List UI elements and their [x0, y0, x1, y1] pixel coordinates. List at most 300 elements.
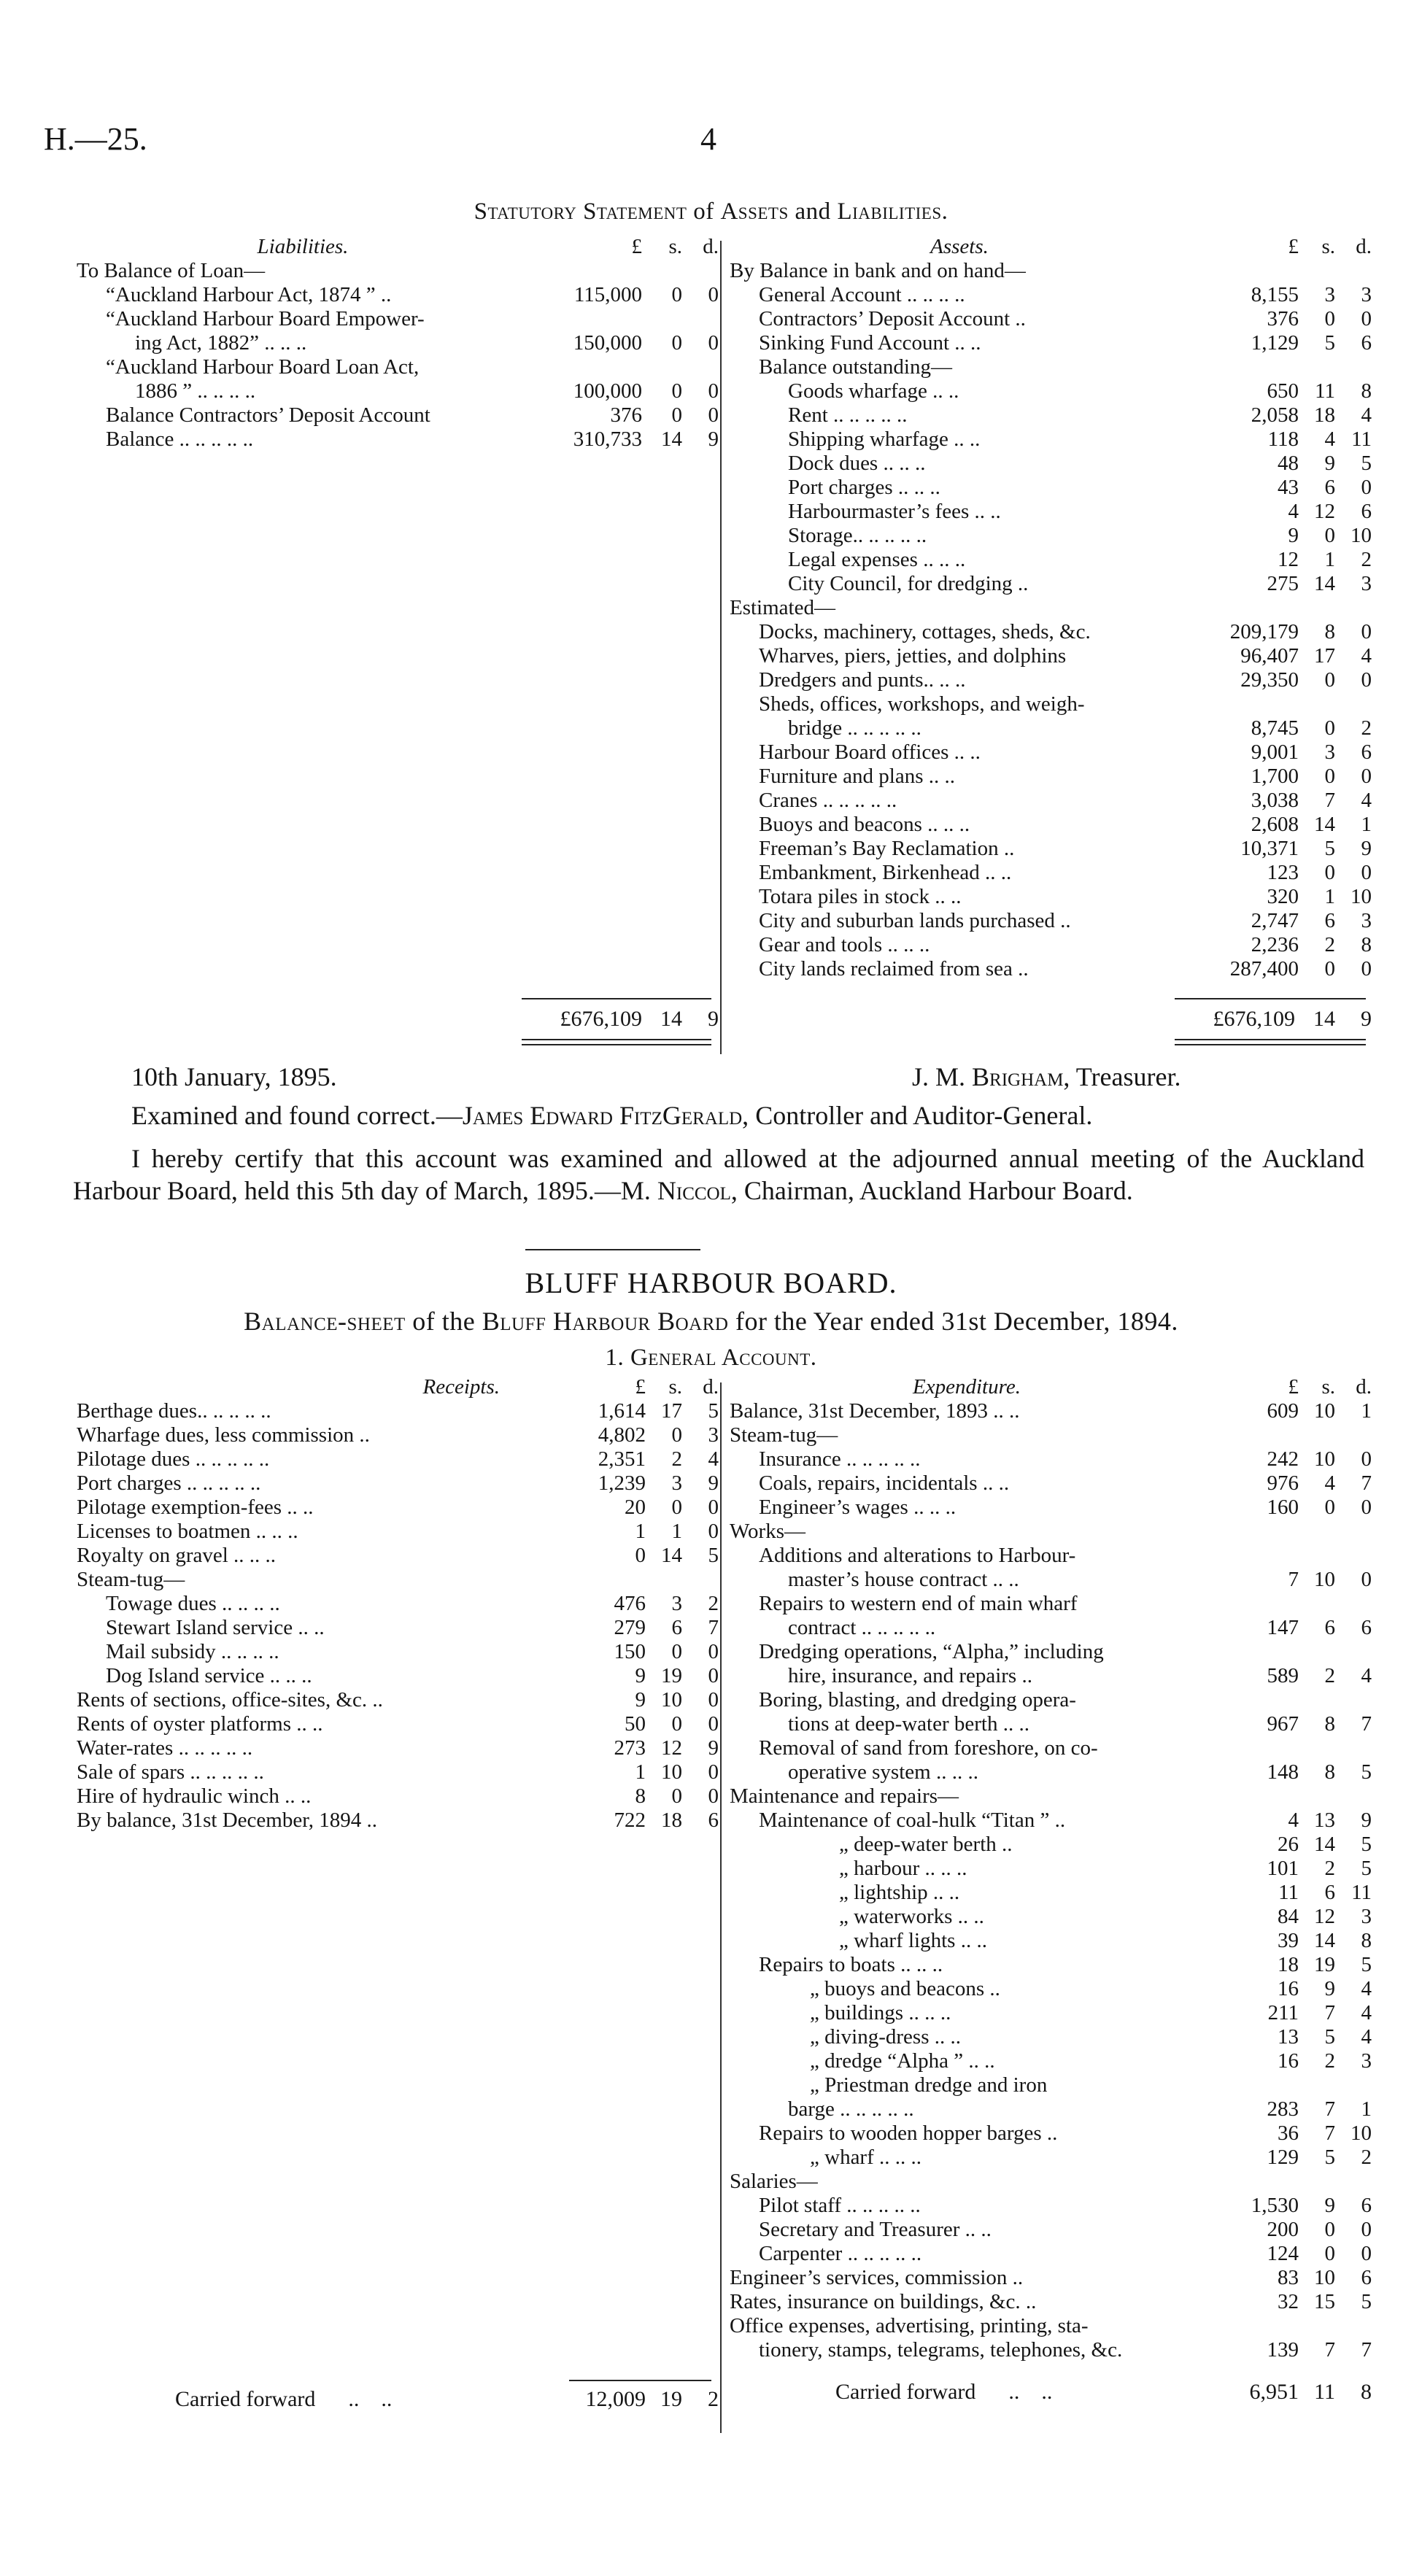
- row-pounds: 123: [1267, 861, 1299, 884]
- row-pounds: 8: [635, 1784, 646, 1808]
- row-label: Coals, repairs, incidentals .. ..: [759, 1471, 1010, 1495]
- ledger-row: [730, 789, 1372, 813]
- row-label: “Auckland Harbour Act, 1874 ” ..: [106, 283, 392, 306]
- row-pounds: 2,351: [598, 1447, 646, 1471]
- row-label: Maintenance of coal-hulk “Titan ” ..: [759, 1809, 1066, 1832]
- row-label: Wharfage dues, less commission ..: [77, 1423, 370, 1447]
- ledger-row: [730, 813, 1372, 837]
- row-pence: [1335, 692, 1372, 716]
- shilling-heading: s.: [1321, 235, 1335, 258]
- row-pence: 5: [1361, 1833, 1372, 1856]
- row-pounds: 1: [635, 1520, 646, 1543]
- row-pounds: 16: [1278, 1977, 1299, 2000]
- row-label: Rents of oyster platforms .. ..: [77, 1712, 323, 1736]
- row-pence: [682, 355, 719, 379]
- liabilities-table: [77, 235, 719, 452]
- pence-heading: d.: [703, 1375, 719, 1399]
- treasurer-signature: J. M. Brigham, Treasurer.: [912, 1062, 1181, 1091]
- row-shillings: 2: [1324, 933, 1335, 956]
- pound-heading: £: [631, 235, 642, 258]
- assets-rows: [730, 259, 1372, 981]
- row-pounds: 101: [1267, 1857, 1299, 1880]
- assets-heading: Assets.: [930, 235, 989, 258]
- row-pounds: 1,239: [598, 1471, 646, 1495]
- ledger-row: [730, 2194, 1372, 2218]
- row-shillings: 6: [1324, 1616, 1335, 1639]
- row-label: Shipping wharfage .. ..: [788, 428, 981, 451]
- ledger-row: [730, 716, 1372, 740]
- row-label: Harbour Board offices .. ..: [759, 740, 981, 764]
- row-shillings: 14: [1314, 813, 1335, 836]
- row-label: City Council, for dredging ..: [788, 572, 1029, 595]
- row-pounds: 29,350: [1240, 668, 1299, 692]
- ledger-row: [77, 403, 719, 428]
- ledger-row: [730, 668, 1372, 692]
- carried-pounds: 12,009: [585, 2387, 646, 2411]
- row-shillings: 0: [1324, 307, 1335, 330]
- row-shillings: 3: [671, 1471, 682, 1495]
- ledger-row: [77, 1447, 719, 1471]
- ledger-row: [730, 2001, 1372, 2025]
- row-shillings: 7: [1324, 2338, 1335, 2362]
- row-pence: 6: [1361, 500, 1372, 523]
- row-shillings: [642, 259, 682, 283]
- row-shillings: [1299, 2073, 1335, 2097]
- ledger-row: [730, 500, 1372, 524]
- row-label: Dredging operations, “Alpha,” including: [759, 1640, 1104, 1663]
- row-pence: 1: [1361, 813, 1372, 836]
- row-pence: 9: [1361, 1809, 1372, 1832]
- total-pence: 9: [1361, 1007, 1372, 1031]
- row-shillings: 0: [1324, 861, 1335, 884]
- ledger-row: [730, 2025, 1372, 2049]
- row-shillings: 6: [1324, 476, 1335, 499]
- row-pounds: 48: [1278, 452, 1299, 475]
- row-pence: 4: [1361, 1664, 1372, 1687]
- row-shillings: [642, 355, 682, 379]
- row-shillings: 18: [1314, 403, 1335, 427]
- ledger-row: [730, 1929, 1372, 1953]
- row-pounds: 8,155: [1251, 283, 1299, 306]
- row-pence: 6: [1361, 331, 1372, 355]
- ledger-row: [730, 861, 1372, 885]
- ledger-row: [77, 1809, 719, 1833]
- row-label: Sinking Fund Account .. ..: [759, 331, 981, 355]
- row-pounds: 115,000: [573, 283, 642, 306]
- row-pounds: 9,001: [1251, 740, 1299, 764]
- total-left: [522, 1007, 719, 1031]
- row-label: Insurance .. .. .. .. ..: [759, 1447, 921, 1471]
- row-pence: 3: [1361, 2049, 1372, 2073]
- row-label: Dredgers and punts.. .. ..: [759, 668, 966, 692]
- row-pounds: 8,745: [1251, 716, 1299, 740]
- row-label: “Auckland Harbour Board Loan Act,: [106, 355, 420, 379]
- row-pounds: 10,371: [1240, 837, 1299, 860]
- row-pounds: [1204, 1520, 1299, 1544]
- ledger-row: [77, 331, 719, 355]
- row-pence: 8: [1361, 933, 1372, 956]
- row-label: City lands reclaimed from sea ..: [759, 957, 1029, 980]
- ledger-row: [730, 307, 1372, 331]
- row-label: Wharves, piers, jetties, and dolphins: [759, 644, 1067, 668]
- row-pounds: 242: [1267, 1447, 1299, 1471]
- signoff-date: 10th January, 1895.: [131, 1062, 337, 1091]
- row-pence: 0: [1361, 957, 1372, 980]
- ledger-row: [730, 1953, 1372, 1977]
- row-pence: 3: [1361, 283, 1372, 306]
- double-rule-left-1: [522, 1039, 711, 1040]
- row-label: Docks, machinery, cottages, sheds, &c.: [759, 620, 1091, 643]
- ledger-row: [730, 1833, 1372, 1857]
- row-label: contract .. .. .. .. ..: [788, 1616, 936, 1639]
- ledger-row: [730, 1712, 1372, 1736]
- examined-line: Examined and found correct.—James Edward FitzGerald, Controller and Auditor-General.: [131, 1101, 1093, 1130]
- row-shillings: 14: [1314, 1929, 1335, 1952]
- row-label: Repairs to western end of main wharf: [759, 1592, 1078, 1615]
- row-pence: 5: [1361, 1857, 1372, 1880]
- ledger-row: [730, 1640, 1372, 1664]
- row-pence: 4: [1361, 644, 1372, 668]
- ledger-row: [730, 1760, 1372, 1784]
- statutory-column-divider: [720, 241, 722, 1054]
- row-label: Cranes .. .. .. .. ..: [759, 789, 897, 812]
- ledger-row: [77, 379, 719, 403]
- row-pence: 9: [1361, 837, 1372, 860]
- row-shillings: 9: [1324, 452, 1335, 475]
- row-pounds: [1204, 1592, 1299, 1616]
- row-label: Embankment, Birkenhead .. ..: [759, 861, 1012, 884]
- row-pounds: 160: [1267, 1496, 1299, 1519]
- row-shillings: 1: [1324, 885, 1335, 908]
- row-pounds: 376: [1267, 307, 1299, 330]
- ledger-row: [77, 1784, 719, 1809]
- row-label: „ buoys and beacons ..: [810, 1977, 1000, 2000]
- row-pounds: [1204, 2170, 1299, 2194]
- double-rule-right-1: [1175, 1039, 1366, 1040]
- row-pence: 0: [708, 1640, 719, 1663]
- row-pounds: [1204, 2073, 1299, 2097]
- row-label: Sheds, offices, workshops, and weigh-: [759, 692, 1085, 716]
- row-pounds: [529, 307, 642, 331]
- row-label: Balance Contractors’ Deposit Account: [106, 403, 430, 427]
- row-label: Carpenter .. .. .. .. ..: [759, 2242, 922, 2265]
- row-label: Pilotage dues .. .. .. .. ..: [77, 1447, 270, 1471]
- section-heading: 1. General Account.: [605, 1345, 817, 1371]
- row-shillings: [1299, 1688, 1335, 1712]
- row-pounds: 9: [635, 1688, 646, 1711]
- row-shillings: 2: [1324, 1664, 1335, 1687]
- row-label: Dock dues .. .. ..: [788, 452, 926, 475]
- ledger-row: [730, 283, 1372, 307]
- row-pence: 0: [708, 1520, 719, 1543]
- section-separator: [525, 1249, 700, 1250]
- shilling-heading: s.: [668, 1375, 682, 1399]
- row-shillings: 10: [1314, 1447, 1335, 1471]
- ledger-row: [730, 765, 1372, 789]
- row-label: Maintenance and repairs—: [730, 1784, 959, 1808]
- row-pounds: 279: [614, 1616, 646, 1639]
- carried-shillings: 11: [1314, 2380, 1335, 2404]
- ledger-row: [730, 524, 1372, 548]
- row-pence: 0: [1361, 307, 1372, 330]
- row-pence: [1335, 355, 1372, 379]
- row-pounds: 0: [635, 1544, 646, 1567]
- row-label: By balance, 31st December, 1894 ..: [77, 1809, 377, 1832]
- row-shillings: [646, 1568, 682, 1592]
- row-pounds: 9: [1288, 524, 1299, 547]
- ledger-row: [730, 548, 1372, 572]
- row-label: Pilot staff .. .. .. .. ..: [759, 2194, 921, 2217]
- row-pounds: [544, 1568, 646, 1592]
- row-shillings: 1: [671, 1520, 682, 1543]
- row-pounds: 139: [1267, 2338, 1299, 2362]
- row-pence: 9: [708, 1736, 719, 1760]
- ledger-row: [730, 1857, 1372, 1881]
- row-label: Rent .. .. .. .. ..: [788, 403, 908, 427]
- ledger-row: [730, 933, 1372, 957]
- row-label: Port charges .. .. .. .. ..: [77, 1471, 261, 1495]
- row-shillings: 4: [1324, 428, 1335, 451]
- row-pounds: 589: [1267, 1664, 1299, 1687]
- row-label: Additions and alterations to Harbour-: [759, 1544, 1076, 1567]
- ledger-row: [730, 1977, 1372, 2001]
- row-pounds: 84: [1278, 1905, 1299, 1928]
- carried-shillings: 19: [660, 2387, 682, 2411]
- row-pounds: 209,179: [1229, 620, 1299, 643]
- row-label: operative system .. .. ..: [788, 1760, 978, 1784]
- row-pence: 7: [708, 1616, 719, 1639]
- row-shillings: 0: [671, 1712, 682, 1736]
- row-label: Rents of sections, office-sites, &c. ..: [77, 1688, 383, 1711]
- row-pounds: 476: [614, 1592, 646, 1615]
- row-label: Hire of hydraulic winch .. ..: [77, 1784, 312, 1808]
- ledger-row: [77, 1688, 719, 1712]
- row-shillings: 8: [1324, 1760, 1335, 1784]
- row-pence: 9: [708, 428, 719, 451]
- row-shillings: 12: [1314, 1905, 1335, 1928]
- balance-sheet-subtitle: Balance-sheet of the Bluff Harbour Board for the Year ended 31st December, 1894.: [244, 1307, 1178, 1336]
- row-pence: [682, 259, 719, 283]
- row-shillings: 2: [1324, 2049, 1335, 2073]
- row-pence: 8: [1361, 379, 1372, 403]
- ledger-row: [730, 740, 1372, 765]
- row-shillings: 7: [1324, 2121, 1335, 2145]
- row-shillings: 12: [661, 1736, 682, 1760]
- row-shillings: 18: [661, 1809, 682, 1832]
- row-shillings: 8: [1324, 1712, 1335, 1736]
- row-pence: 2: [708, 1592, 719, 1615]
- rule-above-total-right: [1175, 998, 1366, 999]
- row-shillings: [1299, 596, 1335, 620]
- row-shillings: 10: [1314, 1568, 1335, 1591]
- row-label: „ deep-water berth ..: [839, 1833, 1013, 1856]
- row-pence: 3: [708, 1423, 719, 1447]
- row-pounds: [1189, 355, 1299, 379]
- row-pounds: 4: [1288, 500, 1299, 523]
- carried-forward-label: Carried forward .. ..: [175, 2387, 393, 2411]
- row-shillings: 0: [1324, 1496, 1335, 1519]
- row-label: Salaries—: [730, 2170, 818, 2193]
- row-pence: 0: [1361, 1496, 1372, 1519]
- double-rule-right-2: [1175, 1044, 1366, 1045]
- row-shillings: 17: [661, 1399, 682, 1423]
- row-label: Balance, 31st December, 1893 .. ..: [730, 1399, 1020, 1423]
- ledger-row: [730, 957, 1372, 981]
- row-pence: 4: [1361, 2025, 1372, 2049]
- row-pounds: 310,733: [573, 428, 642, 451]
- row-shillings: 19: [1314, 1953, 1335, 1976]
- row-label: Removal of sand from foreshore, on co-: [759, 1736, 1098, 1760]
- ledger-row: [730, 1784, 1372, 1809]
- row-pence: 4: [1361, 1977, 1372, 2000]
- row-pence: 6: [1361, 2266, 1372, 2289]
- row-pence: 0: [1361, 861, 1372, 884]
- row-label: Port charges .. .. ..: [788, 476, 940, 499]
- row-shillings: 0: [671, 1640, 682, 1663]
- row-shillings: 0: [1324, 668, 1335, 692]
- row-shillings: 2: [671, 1447, 682, 1471]
- row-pence: [1335, 596, 1372, 620]
- ledger-row: [77, 355, 719, 379]
- row-label: “Auckland Harbour Board Empower-: [106, 307, 425, 330]
- row-pounds: 11: [1278, 1881, 1299, 1904]
- row-shillings: 3: [1324, 740, 1335, 764]
- receipts-table: [77, 1375, 719, 1833]
- row-label: „ buildings .. .. ..: [810, 2001, 951, 2024]
- row-pence: 5: [1361, 1760, 1372, 1784]
- row-pounds: 1,129: [1251, 331, 1299, 355]
- ledger-row: [77, 1664, 719, 1688]
- shilling-heading: s.: [1321, 1375, 1335, 1399]
- row-pence: 0: [1361, 2242, 1372, 2265]
- row-pounds: 967: [1267, 1712, 1299, 1736]
- row-shillings: 0: [1324, 524, 1335, 547]
- row-pence: 5: [1361, 1953, 1372, 1976]
- row-shillings: 4: [1324, 1471, 1335, 1495]
- row-shillings: 9: [1324, 1977, 1335, 2000]
- row-shillings: 0: [1324, 765, 1335, 788]
- liabilities-rows: [77, 259, 719, 452]
- row-shillings: [1299, 1784, 1335, 1809]
- row-shillings: [1299, 259, 1335, 283]
- ledger-row: [730, 692, 1372, 716]
- row-pence: 4: [1361, 2001, 1372, 2024]
- row-shillings: 0: [671, 379, 682, 403]
- row-pence: 1: [1361, 1399, 1372, 1423]
- row-shillings: 14: [661, 1544, 682, 1567]
- row-shillings: [1299, 1520, 1335, 1544]
- row-label: tions at deep-water berth .. ..: [788, 1712, 1029, 1736]
- row-label: Balance .. .. .. .. ..: [106, 428, 254, 451]
- row-pence: 0: [708, 403, 719, 427]
- row-label: Sale of spars .. .. .. .. ..: [77, 1760, 264, 1784]
- row-label: Repairs to wooden hopper barges ..: [759, 2121, 1058, 2145]
- carried-forward-label: Carried forward .. ..: [835, 2380, 1053, 2404]
- row-pounds: [1204, 1423, 1299, 1447]
- row-shillings: 14: [661, 428, 682, 451]
- assets-table: [730, 235, 1372, 981]
- row-shillings: [1299, 355, 1335, 379]
- row-pence: 3: [1361, 909, 1372, 932]
- ledger-row: [77, 1712, 719, 1736]
- row-pounds: 2,236: [1251, 933, 1299, 956]
- row-pounds: 211: [1267, 2001, 1299, 2024]
- row-label: Engineer’s wages .. .. ..: [759, 1496, 957, 1519]
- row-label: „ Priestman dredge and iron: [810, 2073, 1048, 2097]
- row-shillings: 6: [671, 1616, 682, 1639]
- row-shillings: 6: [1324, 1881, 1335, 1904]
- row-pounds: [529, 259, 642, 283]
- ledger-row: [77, 1520, 719, 1544]
- row-shillings: 7: [1324, 2097, 1335, 2121]
- row-pounds: 20: [625, 1496, 646, 1519]
- row-shillings: 0: [671, 403, 682, 427]
- rule-above-total-left: [522, 998, 711, 999]
- row-pence: 10: [1350, 885, 1372, 908]
- row-shillings: 19: [661, 1664, 682, 1687]
- row-pence: 0: [1361, 1568, 1372, 1591]
- row-pence: [1335, 1688, 1372, 1712]
- row-shillings: 7: [1324, 2001, 1335, 2024]
- row-pounds: 83: [1278, 2266, 1299, 2289]
- row-label: Towage dues .. .. .. ..: [106, 1592, 280, 1615]
- row-pounds: 3,038: [1251, 789, 1299, 812]
- row-label: „ wharf lights .. ..: [839, 1929, 987, 1952]
- ledger-row: [730, 909, 1372, 933]
- row-pounds: [1204, 1640, 1299, 1664]
- row-shillings: 14: [1314, 572, 1335, 595]
- ledger-row: [77, 1760, 719, 1784]
- row-pounds: 273: [614, 1736, 646, 1760]
- ledger-row: [730, 2049, 1372, 2073]
- row-shillings: 10: [661, 1688, 682, 1711]
- row-pence: [682, 307, 719, 331]
- row-pounds: 148: [1267, 1760, 1299, 1784]
- row-label: Repairs to boats .. .. ..: [759, 1953, 943, 1976]
- ledger-row: [77, 307, 719, 331]
- row-label: Steam-tug—: [730, 1423, 838, 1447]
- row-shillings: 2: [1324, 1857, 1335, 1880]
- row-pounds: 150: [614, 1640, 646, 1663]
- row-shillings: 1: [1324, 548, 1335, 571]
- row-pounds: 43: [1278, 476, 1299, 499]
- carried-pounds: 6,951: [1249, 2380, 1299, 2404]
- ledger-row: [77, 1544, 719, 1568]
- expenditure-rows: [730, 1399, 1372, 2362]
- ledger-row: [730, 379, 1372, 403]
- row-pence: 0: [1361, 476, 1372, 499]
- row-pounds: 150,000: [573, 331, 642, 355]
- total-pounds: £676,109: [1213, 1007, 1295, 1031]
- row-pounds: 96,407: [1240, 644, 1299, 668]
- row-pence: 2: [1361, 716, 1372, 740]
- ledger-row: [730, 1616, 1372, 1640]
- pence-heading: d.: [1356, 235, 1372, 258]
- row-pence: 6: [1361, 1616, 1372, 1639]
- row-label: tionery, stamps, telegrams, telephones, &c.: [759, 2338, 1123, 2362]
- row-pounds: 1: [635, 1760, 646, 1784]
- row-pounds: 50: [625, 1712, 646, 1736]
- account-column-divider: [720, 1382, 722, 2433]
- ledger-row: [77, 1423, 719, 1447]
- row-pounds: 4: [1288, 1809, 1299, 1832]
- row-pence: 7: [1361, 1712, 1372, 1736]
- row-pounds: 2,608: [1251, 813, 1299, 836]
- ledger-row: [730, 2121, 1372, 2146]
- row-label: Totara piles in stock .. ..: [759, 885, 962, 908]
- ledger-row: [730, 331, 1372, 355]
- row-pounds: 100,000: [573, 379, 642, 403]
